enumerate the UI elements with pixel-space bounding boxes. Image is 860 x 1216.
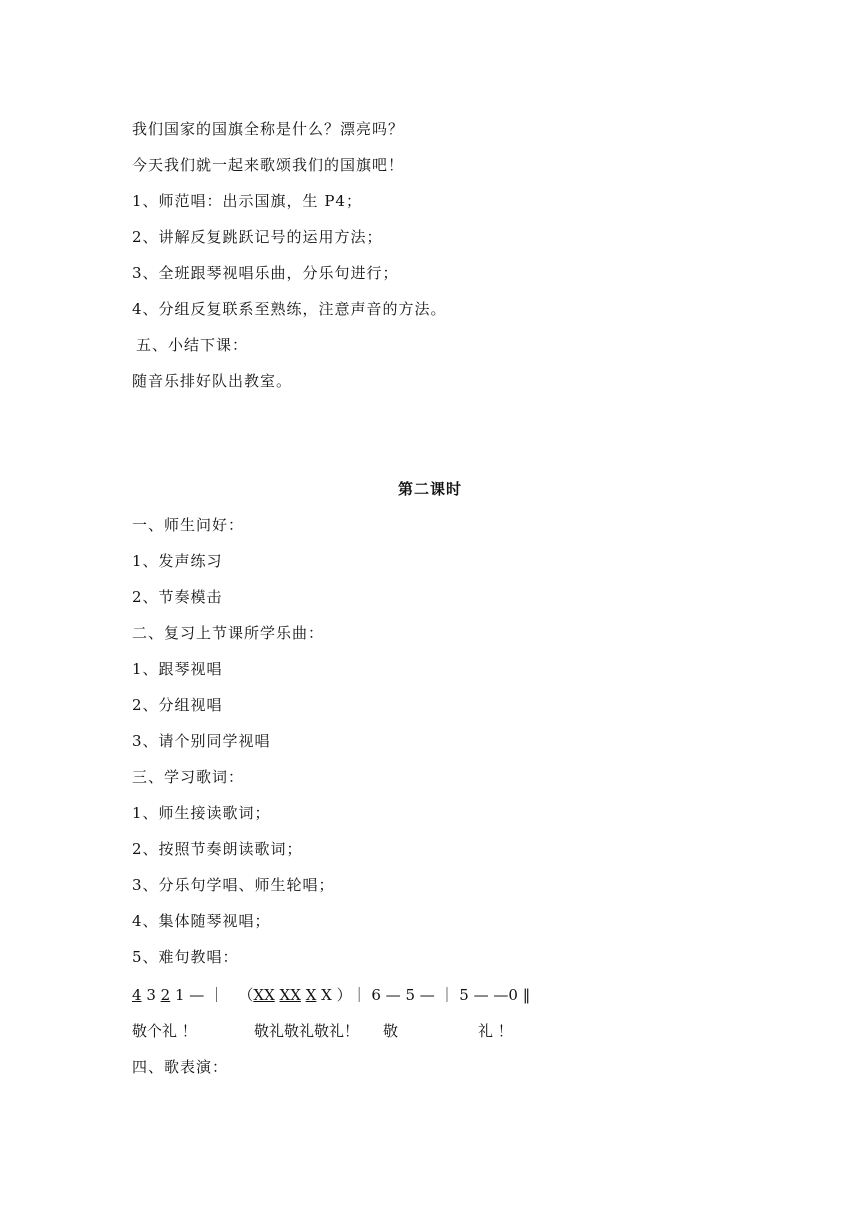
step-4: 4、分组反复联系至熟练，注意声音的方法。	[132, 300, 447, 318]
item-vocal-practice: 1、发声练习	[132, 552, 223, 570]
item-piano-sight-sing: 1、跟琴视唱	[132, 660, 223, 678]
item-group-singing: 4、集体随琴视唱；	[132, 912, 271, 930]
item-group-sight-sing: 2、分组视唱	[132, 696, 223, 714]
lyric-1: 敬个礼 ！	[132, 1022, 197, 1040]
question-line: 我们国家的国旗全称是什么？漂亮吗？	[132, 120, 405, 138]
music-notation	[132, 985, 530, 1005]
rhythm-xx-2: XX	[279, 986, 301, 1004]
item-rhythm-reading: 2、按照节奏朗读歌词；	[132, 840, 303, 858]
note-2: 2	[160, 986, 171, 1004]
section-three-heading: 三、学习歌词：	[132, 768, 245, 786]
note-1-bar: 1 — ｜	[174, 986, 225, 1004]
closing-line: 随音乐排好队出教室。	[132, 372, 293, 390]
lyric-2: 敬礼敬礼敬礼！	[254, 1022, 360, 1040]
section-two-heading: 二、复习上节课所学乐曲：	[132, 624, 325, 642]
section-four-heading: 四、歌表演：	[132, 1058, 229, 1076]
section-five-heading: 五、小结下课：	[136, 336, 249, 354]
note-3: 3	[146, 986, 156, 1004]
paren-open: （	[238, 986, 254, 1004]
rhythm-xx-1: XX	[253, 986, 275, 1004]
notation-rest: X ）｜ 6 — 5 — ｜ 5 — —0 ‖	[321, 986, 531, 1004]
intro-line: 今天我们就一起来歌颂我们的国旗吧！	[132, 156, 405, 174]
step-3: 3、全班跟琴视唱乐曲，分乐句进行；	[132, 264, 399, 282]
note-4: 4	[132, 986, 142, 1004]
item-read-lyrics: 1、师生接读歌词；	[132, 804, 271, 822]
item-difficult-phrase: 5、难句教唱：	[132, 948, 239, 966]
item-phrase-singing: 3、分乐句学唱、师生轮唱；	[132, 876, 335, 894]
lyric-4: 礼 ！	[478, 1022, 513, 1040]
item-rhythm: 2、节奏模击	[132, 588, 223, 606]
step-1: 1、师范唱：出示国旗，生 P4；	[132, 192, 362, 210]
section-one-heading: 一、师生问好：	[132, 516, 245, 534]
rhythm-x: X	[305, 986, 317, 1004]
lyric-3: 敬	[383, 1022, 399, 1040]
lesson-title: 第二课时	[397, 480, 462, 498]
item-individual-sight-sing: 3、请个别同学视唱	[132, 732, 271, 750]
step-2: 2、讲解反复跳跃记号的运用方法；	[132, 228, 383, 246]
